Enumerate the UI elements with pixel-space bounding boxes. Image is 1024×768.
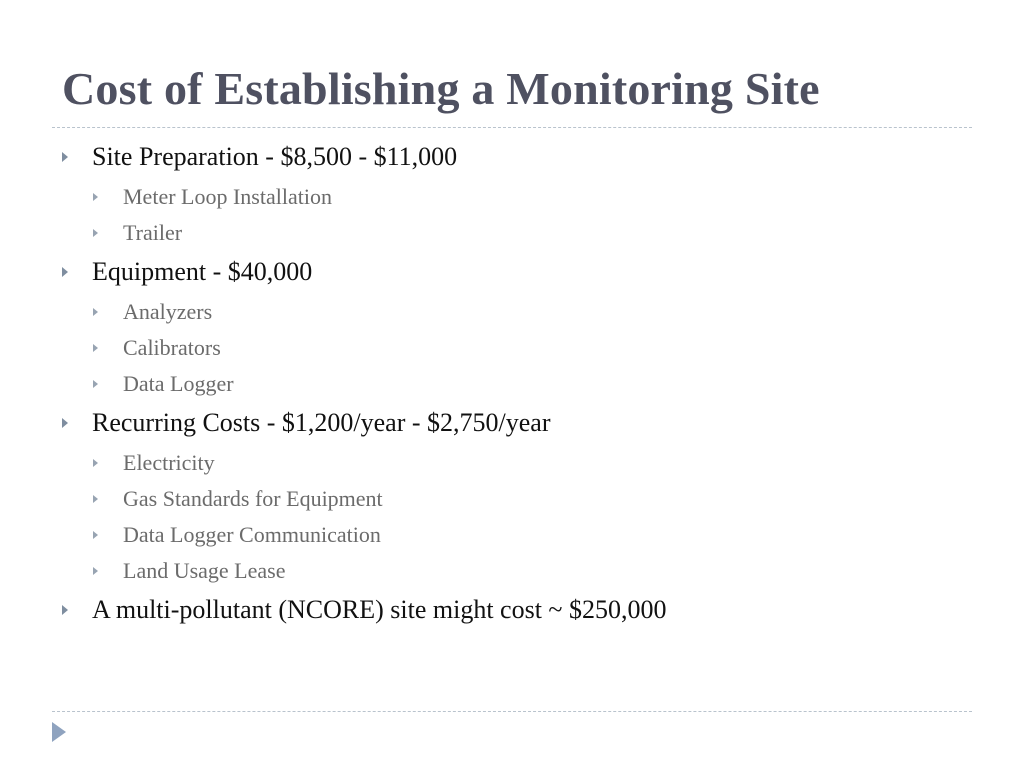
triangle-bullet-icon	[93, 344, 98, 352]
sub-bullet-item	[93, 486, 383, 512]
bullet-text: Site Preparation - $8,500 - $11,000	[92, 142, 458, 171]
triangle-bullet-icon	[93, 459, 98, 467]
sub-bullet-text: Trailer	[123, 220, 183, 245]
footer-divider	[52, 711, 972, 712]
sub-bullet-item	[93, 299, 212, 325]
sub-bullet-item	[93, 558, 285, 584]
triangle-bullet-icon	[93, 229, 98, 237]
triangle-bullet-icon	[62, 605, 68, 615]
bullet-item	[62, 408, 551, 438]
bullet-text: Recurring Costs - $1,200/year - $2,750/year	[92, 408, 551, 437]
sub-bullet-text: Data Logger Communication	[123, 522, 381, 547]
sub-bullet-text: Data Logger	[123, 371, 234, 396]
sub-bullet-item	[93, 184, 332, 210]
triangle-bullet-icon	[93, 380, 98, 388]
slide-title: Cost of Establishing a Monitoring Site	[62, 63, 820, 114]
bullet-text: Equipment - $40,000	[92, 257, 313, 286]
triangle-bullet-icon	[93, 308, 98, 316]
sub-bullet-text: Land Usage Lease	[123, 558, 286, 583]
triangle-bullet-icon	[93, 495, 98, 503]
next-slide-arrow-icon[interactable]	[52, 722, 66, 742]
bullet-item	[62, 142, 457, 172]
sub-bullet-item	[93, 335, 221, 361]
triangle-bullet-icon	[62, 418, 68, 428]
sub-bullet-text: Meter Loop Installation	[123, 184, 332, 209]
triangle-bullet-icon	[62, 152, 68, 162]
triangle-bullet-icon	[93, 567, 98, 575]
sub-bullet-item	[93, 371, 234, 397]
triangle-bullet-icon	[93, 531, 98, 539]
sub-bullet-item	[93, 220, 182, 246]
triangle-bullet-icon	[62, 267, 68, 277]
sub-bullet-text: Electricity	[123, 450, 215, 475]
sub-bullet-item	[93, 450, 215, 476]
sub-bullet-text: Calibrators	[123, 335, 221, 360]
bullet-text: A multi-pollutant (NCORE) site might cost ~ $250,000	[92, 595, 667, 624]
sub-bullet-item	[93, 522, 381, 548]
sub-bullet-text: Gas Standards for Equipment	[123, 486, 383, 511]
triangle-bullet-icon	[93, 193, 98, 201]
bullet-item	[62, 257, 312, 287]
bullet-item	[62, 595, 667, 625]
sub-bullet-text: Analyzers	[123, 299, 213, 324]
